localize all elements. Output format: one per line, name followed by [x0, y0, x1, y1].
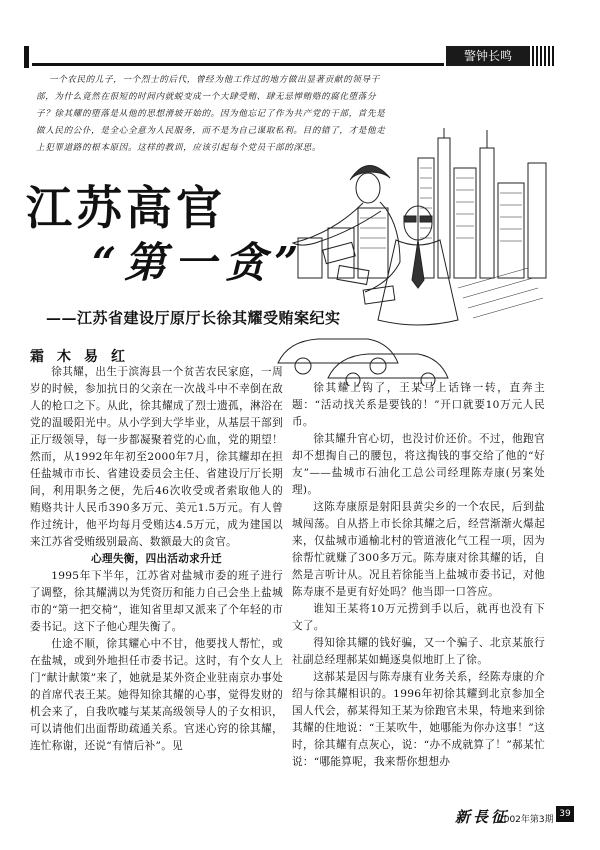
header-stripes: [532, 46, 556, 66]
paragraph: 徐其耀上钩了，王某马上话锋一转，直奔主题：“活动找关系是要钱的！”开口就要10万元人民币。: [292, 382, 545, 428]
page-number: 39: [556, 806, 574, 822]
subtitle: ——江苏省建设厅原厅长徐其耀受贿案纪实: [46, 309, 341, 327]
body-column-left: [30, 364, 283, 755]
main-title: 江苏高官: [26, 181, 226, 235]
body-column-right: [292, 380, 545, 771]
paragraph: 徐其耀升官心切，也没讨价还价。不过，他跑官却不想掏自己的腰包，将这掏钱的事交给了他的“好友”——盐城市石油化工总公司经理陈寿康(另案处理)。: [292, 433, 545, 496]
intro-paragraph: 一个农民的儿子，一个烈士的后代，曾经为他工作过的地方做出显著贡献的领导干部，为什么竟然在很短的时间内就蜕变成一个大肆受贿、肆无忌惮贿赂的腐化堕落分子？徐其耀的堕落是从他的思想滑坡开始的。因为他忘记了作为共产党的干部，首先是做人民的公仆，是全心全意为人民服务，而不是为自己谋取私利。目的错了，才是他走上犯罪道路的根本原因。这样的教训，应该引起每个党员干部的深思。: [36, 75, 386, 153]
issue-info: 2002年第3期: [498, 815, 554, 825]
header-left-bar: [24, 46, 29, 68]
paragraph: 得知徐其耀的钱好骗，又一个骗子、北京某旅行社副总经理郝某如蝇逐臭似地盯上了徐。: [292, 637, 545, 666]
title-quote: “第一贪”: [92, 238, 307, 287]
paragraph: 这陈寿康原是射阳县黄尖乡的一个农民，后到盐城闯荡。自从搭上市长徐其耀之后，经营渐渐火爆起来，仅盐城市通榆北村的管道液化气工程一项，因为徐帮忙就赚了300多万元。陈寿康对徐其耀的话，自然是言听计从。况且若徐能当上盐城市委书记，对他陈寿康不是更有好处吗？他当即一口答应。: [292, 501, 545, 598]
column-tag: 警钟长鸣: [446, 46, 530, 66]
paragraph: 仕途不顺，徐其耀心中不甘，他要找人帮忙，或在盐城，或到外地担任市委书记。这时，有个女人上门“献计献策”来了，她就是某外资企业驻南京办事处的首席代表王某。她得知徐其耀的心事，觉得发财的机会来了，自我吹嘘与某某高级领导人的子女相识，可以请他们出面帮助疏通关系。官迷心窍的徐其耀，连忙称谢，还说“有情后补”。见: [30, 638, 283, 752]
paragraph: 这郝某是因与陈寿康有业务关系，经陈寿康的介绍与徐其耀相识的。1996年初徐其耀到北京参加全国人代会，郝某得知王某为徐跑官未果，特地来到徐其耀的住地说：“王某吹牛，她哪能为你办这事！”这时，徐其耀有点灰心，说：“办不成就算了！”郝某忙说：“哪能算呢，我来帮你想想办: [292, 671, 545, 768]
paragraph: 1995年下半年，江苏省对盐城市委的班子进行了调整，徐其耀满以为凭资历和能力自己会坐上盐城市的“第一把交椅”，谁知省里却又派来了个年轻的市委书记。这下子他心理失衡了。: [30, 570, 283, 633]
header-rule: [32, 63, 444, 66]
city-corruption-illustration: [268, 128, 568, 386]
paragraph: 徐其耀，出生于滨海县一个贫苦农民家庭，一周岁的时候，参加抗日的父亲在一次战斗中不幸倒在敌人的枪口之下。从此，徐其耀成了烈士遗孤，淋浴在党的温暖阳光中。从小学到大学毕业，从基层干部到正厅级领导，每一步都凝聚着党的心血，党的期望！然而，从1992年年初至2000年7月，徐其耀却在担任盐城市市长、省建设委员会主任、省建设厅厅长期间，利用职务之便，先后46次收受或者索取他人的贿赂共计人民币390多万元、美元1.5万元。有人曾作过统计，他平均每月受贿达4.5万元，成为建国以来江苏省受贿级别最高、数额最大的贪官。: [30, 366, 283, 548]
section-heading: 心理失衡，四出活动求升迁: [91, 553, 222, 565]
author-byline: 霜木易红: [30, 349, 138, 365]
magazine-logo: 新長征: [455, 808, 510, 826]
paragraph: 谁知王某将10万元捞到手以后，就再也没有下文了。: [292, 603, 545, 632]
